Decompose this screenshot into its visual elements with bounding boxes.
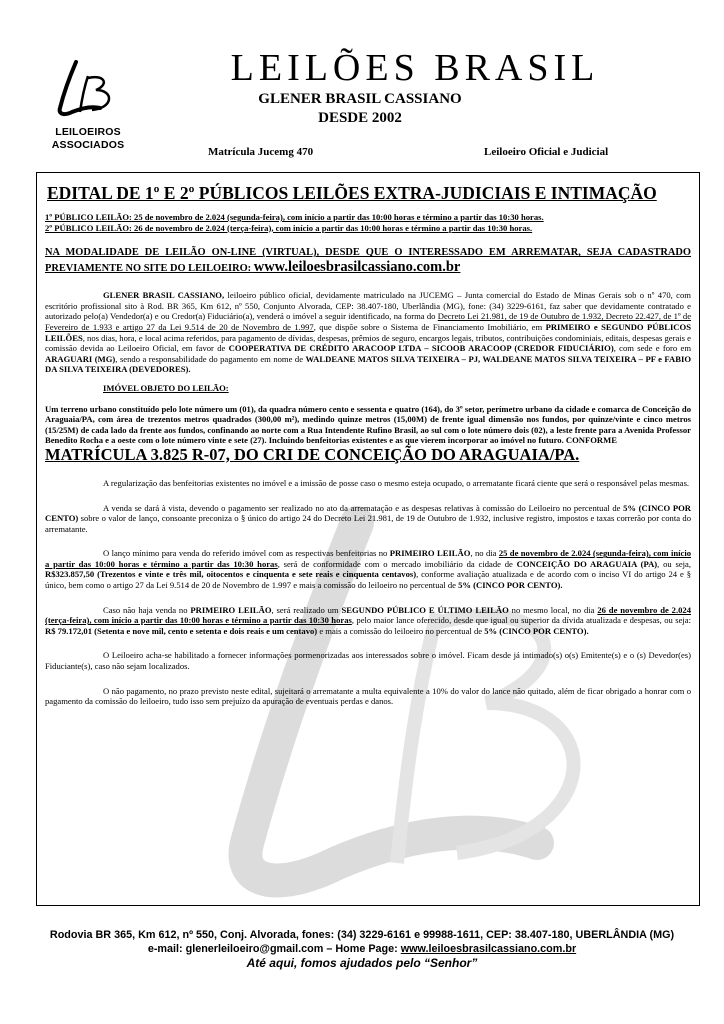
bid2-text-3: no mesmo local, no dia: [508, 604, 598, 615]
bid1-text-5: , conforme avaliação atualizada e de acordo com o inciso VI do artigo 24 e § único, bem como o artigo 27 da Lei 9.514 de 20 de Novembro de 1.997 e mais a comissão do leiloeiro no percentual de: [45, 569, 691, 591]
bid2-text-1: Caso não haja venda no: [103, 604, 191, 615]
bid1-percent: 5% (CINCO POR CENTO).: [458, 580, 563, 591]
bid1-text-4: , ou seja,: [657, 558, 691, 569]
footer-homepage-link[interactable]: www.leiloesbrasilcassiano.com.br: [400, 943, 577, 955]
payment-paragraph: [45, 503, 691, 535]
footer: [0, 928, 724, 970]
second-min-bid-paragraph: [45, 605, 691, 637]
bid2-value: R$ 79.172,01 (Setenta e nove mil, cento e setenta e dois reais e um centavo): [45, 625, 318, 636]
first-auction-date: 1º PÚBLICO LEILÃO: 25 de novembro de 2.024 (segunda-feira), com início a partir das 10:00 horas e término a partir das 10:30 horas.: [45, 212, 544, 222]
footer-email: e-mail: glenerleiloeiro@gmail.com – Home Page:: [147, 943, 401, 955]
payment-text-1: A venda se dará à vista, devendo o pagamento ser realizado no ato da arrematação e as despesas relativas à comissão do Leiloeiro no percentual de: [103, 502, 624, 513]
intro-text-3: , nos dias, hora, e local acima referidos, para pagamento de dívidas, despesas, prêmios de seguro, encargos legais, tributos, contribuições condominiais, editais, despesas gerais e comissão devida ao Leiloeiro Oficial, em favor de: [45, 332, 691, 354]
intro-text-2: , que dispõe sobre o Sistema de Financiamento Imobiliário, em: [313, 321, 546, 332]
since-year: DESDE 2002: [318, 110, 402, 126]
property-description: [45, 404, 691, 464]
company-logo: [38, 56, 148, 166]
edital-body: [45, 179, 691, 715]
footer-contact: [0, 942, 724, 956]
penalty-paragraph: O não pagamento, no prazo previsto neste edital, sujeitará o arrematante a multa equivalente a 10% do valor do lance não quitado, além de ficar obrigado a honrar com o pagamento da comissão do leiloeiro, tudo isso sem prejuízo da apuração de eventuais perdas e danos.: [45, 685, 691, 707]
bid2-date: 26 de novembro de 2.024 (terça-feira), com início a partir das 10:00 horas e término a partir das 10:30 horas: [45, 604, 692, 626]
footer-motto: Até aqui, fomos ajudados pelo “Senhor”: [246, 956, 478, 970]
property-registry: MATRÍCULA 3.825 R-07, DO CRI DE CONCEIÇÃO DO ARAGUAIA/PA.: [45, 444, 580, 464]
intro-law: Decreto Lei 21.981, de 19 de Outubro de 1.932, Decreto 22.427, de 1º de Fevereiro de 1.933 e artigo 27 da Lei 9.514 de 20 de Novembro de 1.997: [45, 311, 692, 332]
footer-address: Rodovia BR 365, Km 612, nº 550, Conj. Alvorada, fones: (34) 3229-6161 e 99988-1611, CEP: 38.407-180, UBERLÂNDIA (MG): [49, 929, 675, 941]
online-notice-text: NA MODALIDADE DE LEILÃO ON-LINE (VIRTUAL), DESDE QUE O INTERESSADO EM ARREMATAR, SEJA CADASTRADO PREVIAMENTE NO SITE DO LEILOEIRO:: [45, 247, 691, 275]
intro-city: ARAGUARI (MG): [45, 353, 116, 364]
intro-auctions: PRIMEIRO e SEGUNDO PÚBLICOS LEILÕES: [45, 321, 691, 343]
bid1-value: R$323.857,50 (Trezentos e vinte e três mil, oitocentos e cinquenta e sete reais e cinquenta centavos): [45, 569, 417, 580]
edital-title: EDITAL DE 1º E 2º PÚBLICOS LEILÕES EXTRA-JUDICIAIS E INTIMAÇÃO: [47, 183, 657, 203]
lb-monogram-logo: [48, 56, 128, 126]
intro-paragraph: [45, 290, 691, 375]
auctioneer-role: Leiloeiro Oficial e Judicial: [484, 146, 609, 158]
website-link[interactable]: www.leiloesbrasilcassiano.com.br: [253, 259, 461, 276]
payment-text-2: sobre o valor de lanço, consoante preconiza o § único do artigo 24 do Decreto Lei 21.981, de 19 de Outubro de 1.932, inclusive registro, impostos e taxas correrão por conta do arrematante.: [45, 513, 691, 534]
info-paragraph: O Leiloeiro acha-se habilitado a fornecer informações pormenorizadas aos interessados sobre o imóvel. Ficam desde já intimado(s) o(s) Emitente(s) e o (s) Devedor(es) Fiduciante(s), caso não sejam localizados.: [45, 650, 691, 672]
intro-text-1: leiloeiro público oficial, devidamente matriculado na JUCEMG – Junta comercial do Estado de Minas Gerais sob o nº 470, com escritório profissional sito à Rod. BR 365, Km 612, nº 550, Conjunto Alvorada, CEP: 38.407-180, Uberlândia (MG), fone: (34) 3229-6161, faz saber que devidamente contratado e autorizado pelo(a) Vendedor(a) e ou Credor(a) Fiduciário(a), venderá o imóvel a seguir identificado, na forma do: [45, 290, 691, 322]
intro-creditor: COOPERATIVA DE CRÉDITO ARACOOP LTDA – SICOOB ARACOOP (CREDOR FIDUCIÁRIO): [228, 343, 614, 354]
bid1-text-1: O lanço mínimo para venda do referido imóvel com as respectivas benfeitorias no: [103, 548, 390, 559]
bid2-auction2: SEGUNDO PÚBLICO E ÚLTIMO LEILÃO: [341, 604, 509, 615]
intro-text-5: , sendo a responsabilidade do pagamento em nome de: [115, 353, 306, 364]
bid1-text-3: , será de conformidade com o mercado imobiliário da cidade de: [277, 558, 517, 569]
property-text: Um terreno urbano constituído pelo lote número um (01), da quadra número cento e sessenta e quatro (164), do 3º setor, perímetro urbano da cidade e comarca de Conceição do Araguaia/PA, com área de trezentos metros quadrados (300,00 m²), medindo quinze metros (15,00M) de frente igual dimensão nos fundos, por quinze/vinte e cinco metros (15/25M) de cada lado da frente aos fundos, confinando ao norte com a Rua Intendente Rufino Brasil, ao sul com o lote número dois (02), a leste frente para a Avenida Professor Benedito Rocha e a oeste com o lote número vinte e sete (27). Incluindo benfeitorias existentes e as que vierem incorporar ao imóvel no futuro. CONFORME: [45, 403, 691, 446]
intro-name: GLENER BRASIL CASSIANO,: [103, 290, 225, 301]
logo-text-associados: ASSOCIADOS: [51, 139, 125, 151]
first-min-bid-paragraph: [45, 548, 691, 590]
bid2-text-4: , pelo maior lance oferecido, desde que igual ou superior da dívida atualizada e despesas, ou seja:: [351, 615, 691, 626]
regularization-paragraph: A regularização das benfeitorias existentes no imóvel e a imissão de posse caso o mesmo esteja ocupado, o arrematante ficará ciente que será o responsável pelas mesmas.: [103, 477, 690, 488]
bid2-text-2: , será realizado um: [271, 604, 342, 615]
auctioneer-name: GLENER BRASIL CASSIANO: [258, 91, 462, 107]
payment-percent: 5% (CINCO POR CENTO): [45, 502, 691, 524]
bid1-text-2: , no dia: [470, 548, 499, 559]
online-notice: [45, 245, 691, 276]
bid2-text-5: e mais a comissão do leiloeiro no percentual de: [317, 625, 485, 636]
brand-title: LEILÕES BRASIL: [230, 47, 600, 89]
bid1-auction: PRIMEIRO LEILÃO: [389, 548, 471, 559]
bid2-auction1: PRIMEIRO LEILÃO: [190, 604, 272, 615]
property-heading: IMÓVEL OBJETO DO LEILÃO:: [103, 382, 229, 393]
bid2-percent: 5% (CINCO POR CENTO).: [484, 625, 589, 636]
logo-text-leiloeiros: LEILOEIROS: [55, 126, 121, 138]
bid1-city: CONCEIÇÃO DO ARAGUAIA (PA): [516, 558, 658, 569]
second-auction-date: 2º PÚBLICO LEILÃO: 26 de novembro de 2.024 (terça-feira), com início a partir das 10:00 horas e término a partir das 10:30 horas.: [45, 222, 533, 233]
intro-text-4: , com sede e foro em: [613, 343, 692, 354]
bid1-date: 25 de novembro de 2.024 (segunda-feira), com início a partir das 10:00 horas e término a partir das 10:30 horas: [45, 548, 692, 569]
letterhead: [0, 0, 724, 170]
edital-frame: [36, 172, 700, 906]
intro-debtors: WALDEANE MATOS SILVA TEIXEIRA – PJ, WALDEANE MATOS SILVA TEIXEIRA – PF e FABIO DA SILVA TEIXEIRA (DEVEDORES).: [45, 353, 692, 375]
registration-number: Matrícula Jucemg 470: [208, 146, 314, 158]
